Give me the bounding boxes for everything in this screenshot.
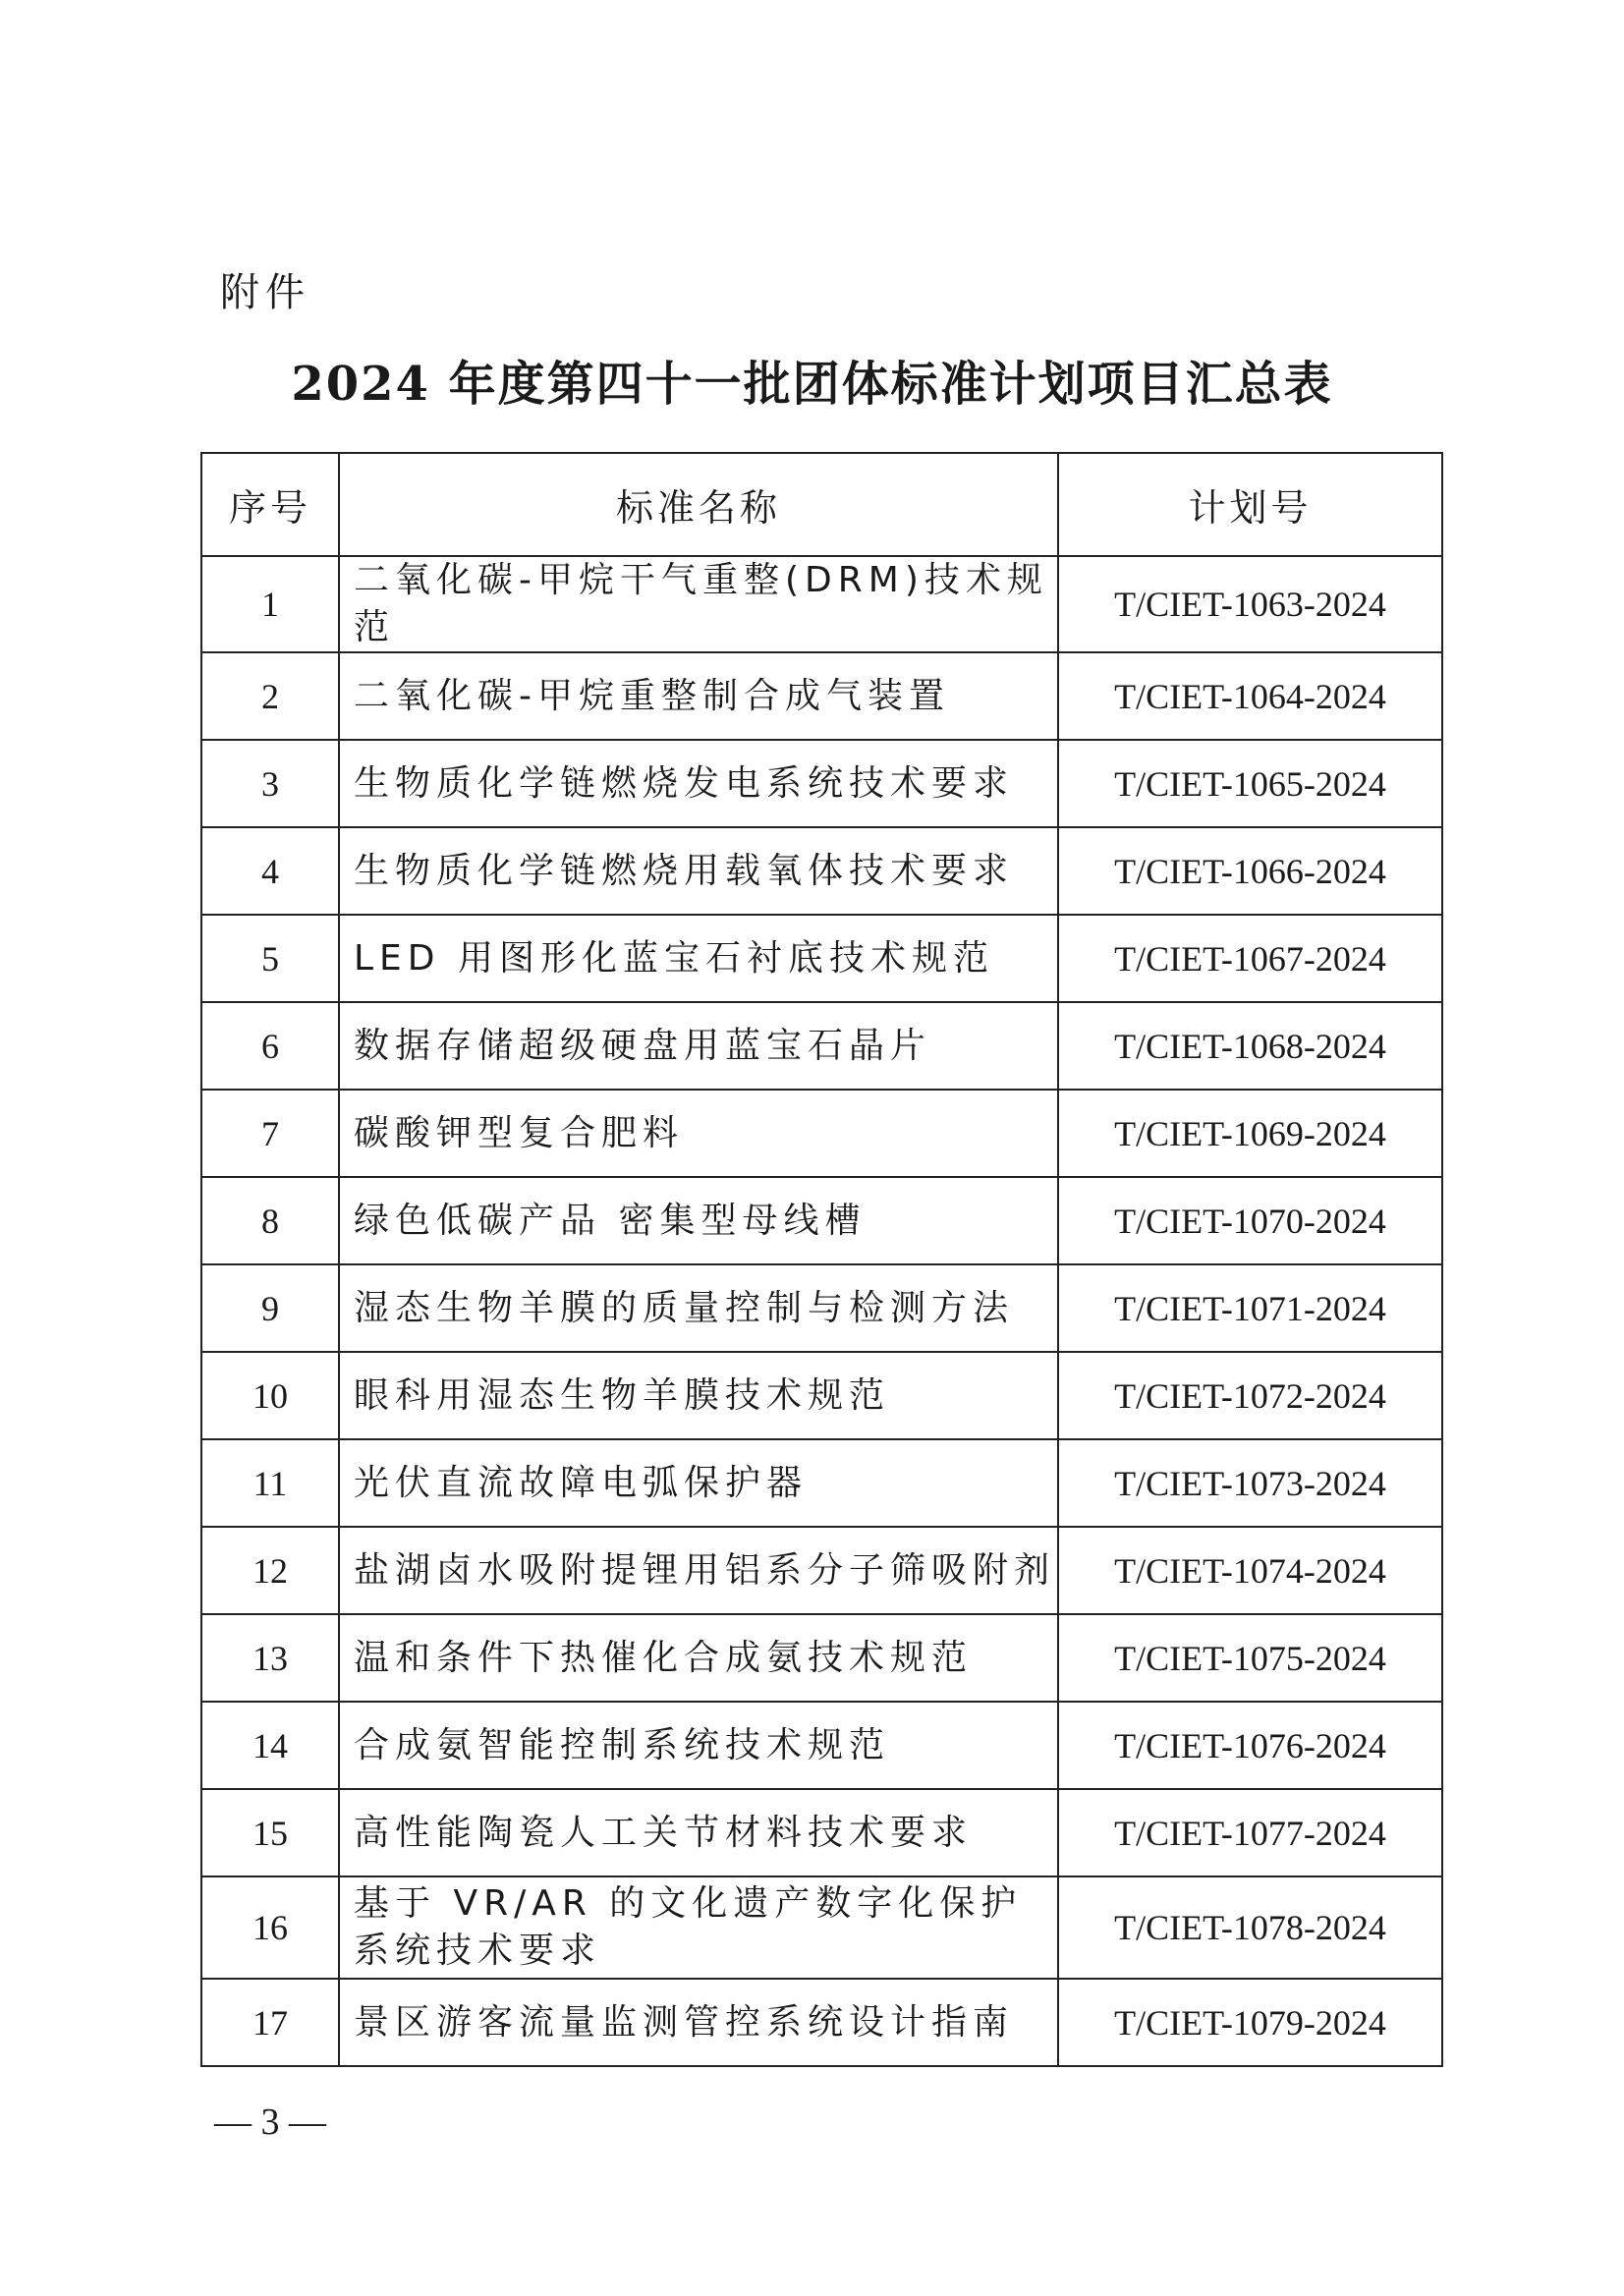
- table-row: [201, 1090, 1442, 1177]
- table-row: [201, 1702, 1442, 1789]
- row-number: 1: [201, 556, 339, 652]
- row-number: 17: [201, 1979, 339, 2066]
- plan-code: T/CIET-1076-2024: [1058, 1702, 1442, 1789]
- standard-name: 盐湖卤水吸附提锂用铝系分子筛吸附剂: [339, 1527, 1058, 1614]
- column-header-no: 序号: [201, 453, 339, 556]
- row-number: 12: [201, 1527, 339, 1614]
- table-header-row: [201, 453, 1442, 556]
- plan-code: T/CIET-1069-2024: [1058, 1090, 1442, 1177]
- row-number: 14: [201, 1702, 339, 1789]
- row-number: 2: [201, 652, 339, 740]
- table-row: [201, 740, 1442, 827]
- standard-name: 生物质化学链燃烧发电系统技术要求: [339, 740, 1058, 827]
- plan-code: T/CIET-1079-2024: [1058, 1979, 1442, 2066]
- plan-code: T/CIET-1070-2024: [1058, 1177, 1442, 1264]
- row-number: 3: [201, 740, 339, 827]
- table-row: [201, 1979, 1442, 2066]
- page-number: — 3 —: [214, 2101, 326, 2143]
- plan-code: T/CIET-1063-2024: [1058, 556, 1442, 652]
- table-row: [201, 1789, 1442, 1876]
- standard-name: 二氧化碳-甲烷重整制合成气装置: [339, 652, 1058, 740]
- standard-name: 合成氨智能控制系统技术规范: [339, 1702, 1058, 1789]
- standard-name: LED 用图形化蓝宝石衬底技术规范: [339, 915, 1058, 1002]
- plan-code: T/CIET-1075-2024: [1058, 1614, 1442, 1702]
- standard-name: 湿态生物羊膜的质量控制与检测方法: [339, 1264, 1058, 1352]
- table-row: [201, 1439, 1442, 1527]
- attachment-label: 附件: [220, 270, 310, 315]
- table-row: [201, 915, 1442, 1002]
- column-header-name: 标准名称: [339, 453, 1058, 556]
- plan-code: T/CIET-1068-2024: [1058, 1002, 1442, 1090]
- standard-name: 眼科用湿态生物羊膜技术规范: [339, 1352, 1058, 1439]
- standard-name: 二氧化碳-甲烷干气重整(DRM)技术规范: [339, 556, 1058, 652]
- row-number: 8: [201, 1177, 339, 1264]
- standards-table: [200, 452, 1443, 2067]
- plan-code: T/CIET-1065-2024: [1058, 740, 1442, 827]
- plan-code: T/CIET-1071-2024: [1058, 1264, 1442, 1352]
- plan-code: T/CIET-1067-2024: [1058, 915, 1442, 1002]
- table-row: [201, 556, 1442, 652]
- row-number: 9: [201, 1264, 339, 1352]
- table-row: [201, 827, 1442, 915]
- row-number: 7: [201, 1090, 339, 1177]
- table-row: [201, 1352, 1442, 1439]
- table-row: [201, 1527, 1442, 1614]
- row-number: 11: [201, 1439, 339, 1527]
- table-row: [201, 1002, 1442, 1090]
- standard-name: 温和条件下热催化合成氨技术规范: [339, 1614, 1058, 1702]
- plan-code: T/CIET-1072-2024: [1058, 1352, 1442, 1439]
- plan-code: T/CIET-1078-2024: [1058, 1876, 1442, 1979]
- standard-name: 光伏直流故障电弧保护器: [339, 1439, 1058, 1527]
- plan-code: T/CIET-1073-2024: [1058, 1439, 1442, 1527]
- document-title: 2024 年度第四十一批团体标准计划项目汇总表: [291, 357, 1333, 412]
- standard-name: 碳酸钾型复合肥料: [339, 1090, 1058, 1177]
- row-number: 6: [201, 1002, 339, 1090]
- standard-name: 高性能陶瓷人工关节材料技术要求: [339, 1789, 1058, 1876]
- standard-name: 数据存储超级硬盘用蓝宝石晶片: [339, 1002, 1058, 1090]
- standard-name: 生物质化学链燃烧用载氧体技术要求: [339, 827, 1058, 915]
- row-number: 13: [201, 1614, 339, 1702]
- standard-name: 景区游客流量监测管控系统设计指南: [339, 1979, 1058, 2066]
- plan-code: T/CIET-1074-2024: [1058, 1527, 1442, 1614]
- column-header-code: 计划号: [1058, 453, 1442, 556]
- plan-code: T/CIET-1077-2024: [1058, 1789, 1442, 1876]
- row-number: 5: [201, 915, 339, 1002]
- table-row: [201, 1614, 1442, 1702]
- table-row: [201, 1177, 1442, 1264]
- row-number: 15: [201, 1789, 339, 1876]
- standard-name: 绿色低碳产品 密集型母线槽: [339, 1177, 1058, 1264]
- plan-code: T/CIET-1066-2024: [1058, 827, 1442, 915]
- table-row: [201, 1876, 1442, 1979]
- plan-code: T/CIET-1064-2024: [1058, 652, 1442, 740]
- row-number: 4: [201, 827, 339, 915]
- standard-name: 基于 VR/AR 的文化遗产数字化保护系统技术要求: [339, 1876, 1058, 1979]
- table-row: [201, 652, 1442, 740]
- table-row: [201, 1264, 1442, 1352]
- row-number: 16: [201, 1876, 339, 1979]
- row-number: 10: [201, 1352, 339, 1439]
